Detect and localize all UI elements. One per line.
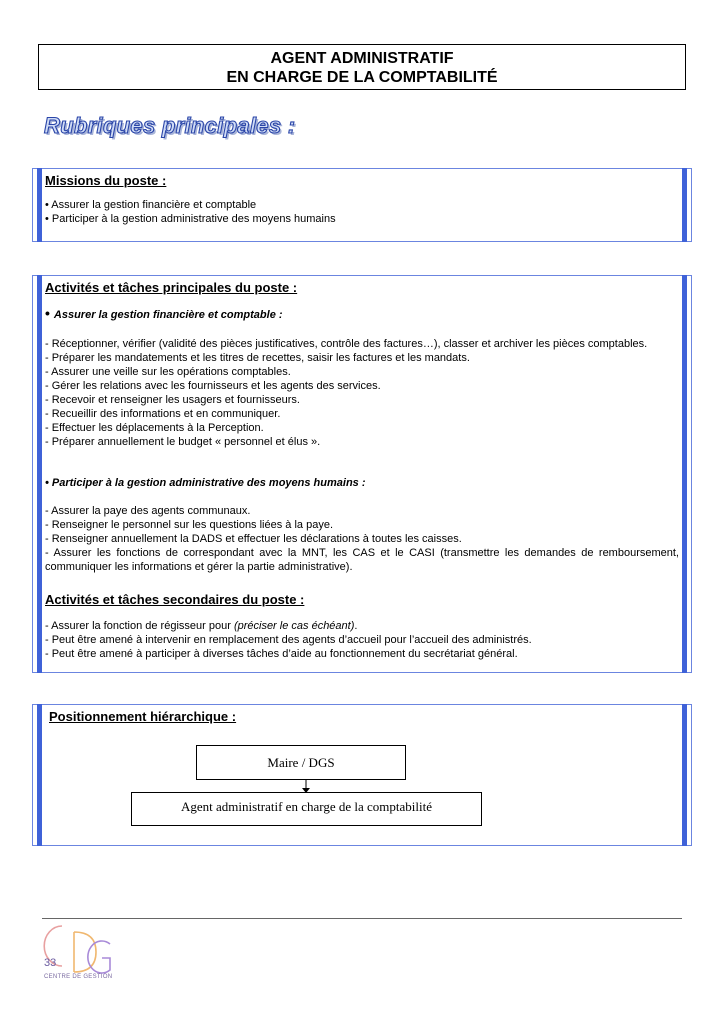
list-item [45, 619, 679, 633]
secondaires-heading: Activités et tâches secondaires du poste : [45, 592, 305, 607]
missions-item-1: • Assurer la gestion financière et comptable [45, 199, 257, 211]
logo-number: 33 [44, 957, 57, 969]
org-box-agent: Agent administratif en charge de la comptabilité [131, 792, 482, 826]
bullet-icon: • [45, 305, 50, 321]
list-item: - Assurer la paye des agents communaux. [45, 505, 251, 517]
logo-caption: CENTRE DE GESTION [44, 974, 113, 980]
list-item: - Préparer annuellement le budget « personnel et élus ». [45, 436, 321, 448]
list-item: - Réceptionner, vérifier (validité des pièces justificatives, contrôle des factures…), classer et archiver les pièces comptables. [45, 338, 648, 350]
regisseur-text: - Assurer la fonction de régisseur pour [45, 620, 234, 632]
list-item: - Effectuer les déplacements à la Perception. [45, 422, 264, 434]
list-item: - Gérer les relations avec les fournisseurs et les agents des services. [45, 380, 381, 392]
document-title-box [38, 44, 686, 90]
secondaires-list [45, 619, 679, 661]
list-item: - Assurer les fonctions de correspondant avec la MNT, les CAS et le CASI (transmettre les demandes de remboursement, communiquer les informations et gérer la partie administrative). [45, 547, 679, 573]
org-box-maire: Maire / DGS [196, 745, 406, 780]
activites-heading: Activités et tâches principales du poste : [45, 280, 298, 295]
section1-list [45, 337, 679, 449]
list-item: - Renseigner annuellement la DADS et effectuer les déclarations à toutes les caisses. [45, 533, 462, 545]
list-item: - Peut être amené à intervenir en remplacement des agents d’accueil pour l’accueil des administrés. [45, 634, 532, 646]
list-item: - Recevoir et renseigner les usagers et fournisseurs. [45, 394, 300, 406]
missions-heading: Missions du poste : [45, 173, 167, 188]
list-item: - Recueillir des informations et en communiquer. [45, 408, 281, 420]
title-line-1: AGENT ADMINISTRATIF [270, 50, 454, 67]
footer-divider [42, 918, 682, 919]
title-line-2: EN CHARGE DE LA COMPTABILITÉ [226, 69, 498, 86]
list-item: - Peut être amené à participer à diverses tâches d’aide au fonctionnement du secrétariat général. [45, 648, 518, 660]
list-item: - Renseigner le personnel sur les questions liées à la paye. [45, 519, 333, 531]
section1-title [45, 305, 283, 321]
positionnement-heading: Positionnement hiérarchique : [49, 709, 237, 724]
regisseur-italic: (préciser le cas échéant) [233, 620, 355, 632]
rubriques-heading: Rubriques principales : [44, 113, 296, 138]
section2-title: • Participer à la gestion administrative des moyens humains : [45, 477, 366, 489]
missions-panel [32, 168, 692, 242]
regisseur-suffix: . [354, 620, 358, 632]
section1-title-text: Assurer la gestion financière et comptable : [53, 309, 283, 321]
section2-list [45, 504, 679, 574]
list-item: - Assurer une veille sur les opérations comptables. [45, 366, 291, 378]
list-item: - Préparer les mandatements et les titres de recettes, saisir les factures et les mandats. [45, 352, 470, 364]
activites-panel [32, 275, 692, 673]
missions-item-2: • Participer à la gestion administrative des moyens humains [45, 213, 336, 225]
